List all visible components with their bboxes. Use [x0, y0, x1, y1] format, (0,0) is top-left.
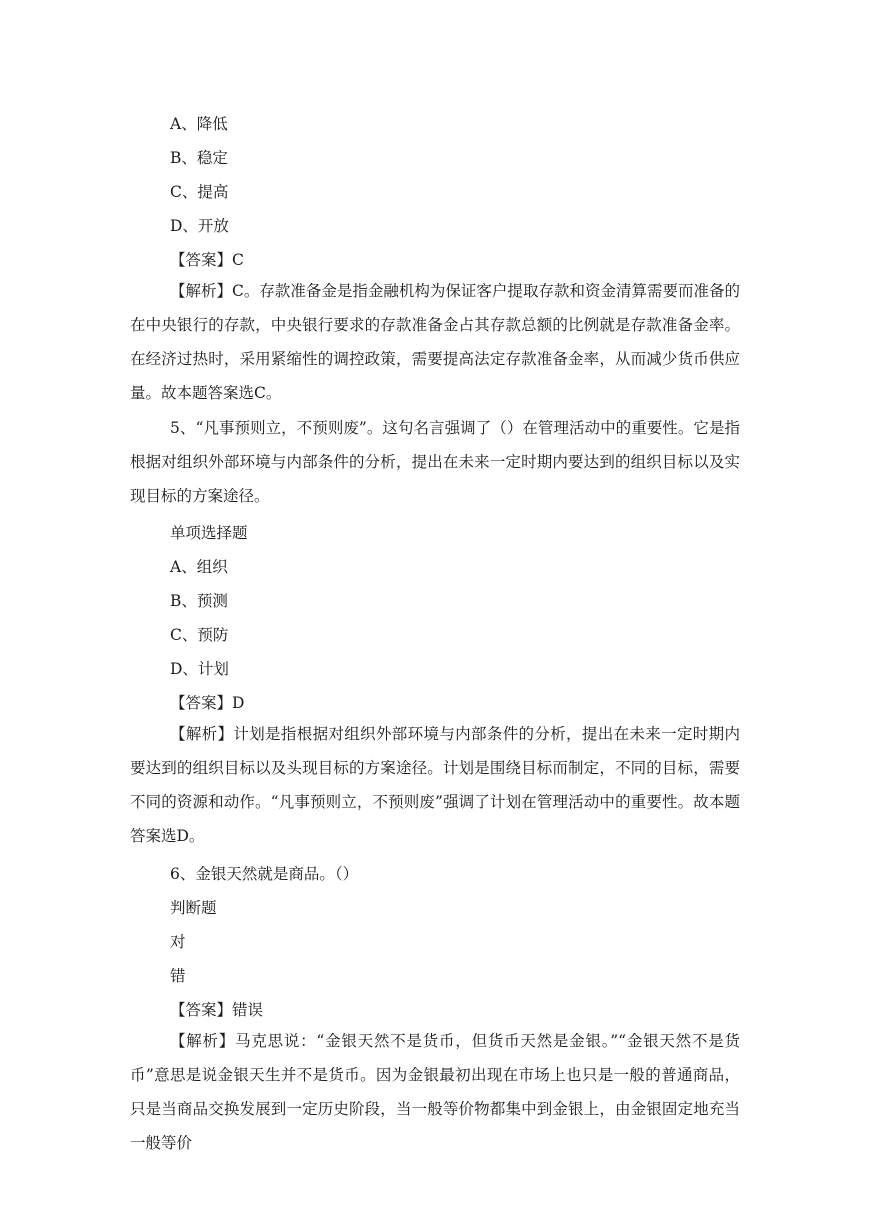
q4-analysis: 【解析】C。存款准备金是指金融机构为保证客户提取存款和资金清算需要而准备的在中央银行的存款，中央银行要求的存款准备金占其存款总额的比例就是存款准备金率。在经济过热时，采用紧缩性的调控政策，需要提高法定存款准备金率，从而减少货币供应量。故本题答案选C。 — [130, 282, 740, 402]
q5-option-a: A、组织 — [170, 558, 228, 576]
q6-type: 判断题 — [170, 899, 217, 917]
q4-option-b: B、稳定 — [170, 149, 228, 167]
q5-option-b: B、预测 — [170, 592, 228, 610]
q6-option-true: 对 — [170, 933, 186, 951]
q6-analysis: 【解析】马克思说：“金银天然不是货币，但货币天然是金银。”“金银天然不是货币”意思是说金银天生并不是货币。因为金银最初出现在市场上也只是一般的普通商品，只是当商品交换发展到一定历史阶段，当一般等价物都集中到金银上，由金银固定地充当一般等价 — [130, 1032, 740, 1152]
q5-answer: 【答案】D — [170, 694, 245, 712]
q5-question: 5、“凡事预则立，不预则废”。这句名言强调了（）在管理活动中的重要性。它是指根据对组织外部环境与内部条件的分析，提出在未来一定时期内要达到的组织目标以及实现目标的方案途径。 — [130, 419, 740, 505]
q6-option-false: 错 — [170, 967, 186, 985]
q4-answer: 【答案】C — [170, 251, 244, 269]
q6-answer: 【答案】错误 — [170, 1001, 264, 1019]
q5-analysis: 【解析】计划是指根据对组织外部环境与内部条件的分析，提出在未来一定时期内要达到的组织目标以及头现目标的方案途径。计划是围绕目标而制定，不同的目标，需要不同的资源和动作。“凡事预则立，不预则废”强调了计划在管理活动中的重要性。故本题答案选D。 — [130, 725, 740, 845]
q4-option-c: C、提高 — [170, 183, 229, 201]
q5-type: 单项选择题 — [170, 524, 248, 542]
q6-question: 6、金银天然就是商品。（） — [170, 865, 359, 883]
q4-option-a: A、降低 — [170, 115, 228, 133]
q4-option-d: D、开放 — [170, 217, 229, 235]
q5-option-d: D、计划 — [170, 660, 229, 678]
q5-option-c: C、预防 — [170, 626, 229, 644]
